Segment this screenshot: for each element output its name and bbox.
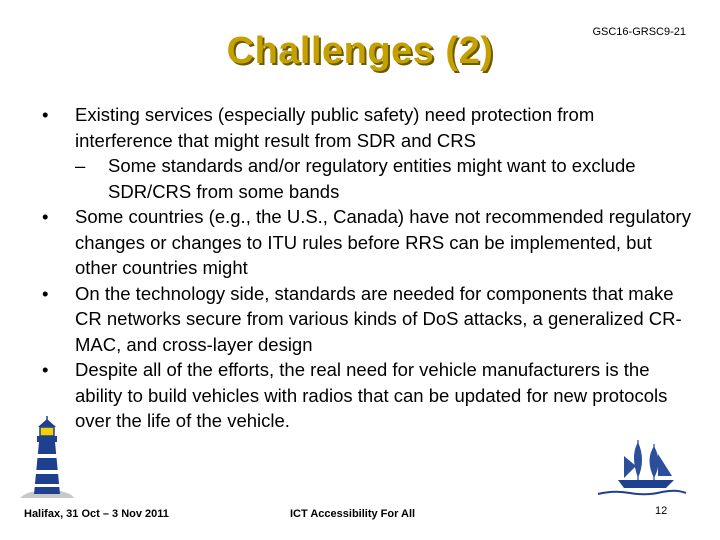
bullet-item: [42, 357, 692, 434]
lighthouse-logo-icon: [18, 416, 76, 500]
sub-bullet-list: [75, 153, 692, 204]
bullet-item: [42, 204, 692, 281]
bullet-item: [42, 102, 692, 204]
bullet-text: On the technology side, standards are needed for components that make CR networks secure from various kinds of DoS attacks, a generalized CR-MAC, and cross-layer design: [75, 282, 682, 355]
footer-location-date: Halifax, 31 Oct – 3 Nov 2011: [24, 508, 169, 520]
footer-slogan: ICT Accessibility For All: [290, 508, 416, 520]
bullet-text: Despite all of the efforts, the real need for vehicle manufacturers is the ability to build vehicles with radios that can be updated for new protocols over the life of the vehicle.: [75, 359, 668, 431]
sailing-ship-logo-icon: [594, 436, 688, 498]
page-number: 12: [655, 505, 668, 517]
document-code: GSC16-GRSC9-21: [592, 26, 686, 38]
bullet-text: Some countries (e.g., the U.S., Canada) have not recommended regulatory changes or changes to ITU rules before RRS can be implemented, but other countries might: [75, 206, 691, 278]
bullet-text: Existing services (especially public safety) need protection from interference that might result from SDR and CRS: [75, 104, 595, 151]
bullet-item: [42, 281, 692, 358]
bullet-list: [42, 102, 692, 434]
page-title: Challenges (2): [226, 30, 494, 72]
sub-bullet-item: [75, 153, 692, 204]
sub-bullet-text: Some standards and/or regulatory entities might want to exclude SDR/CRS from some bands: [108, 155, 636, 202]
